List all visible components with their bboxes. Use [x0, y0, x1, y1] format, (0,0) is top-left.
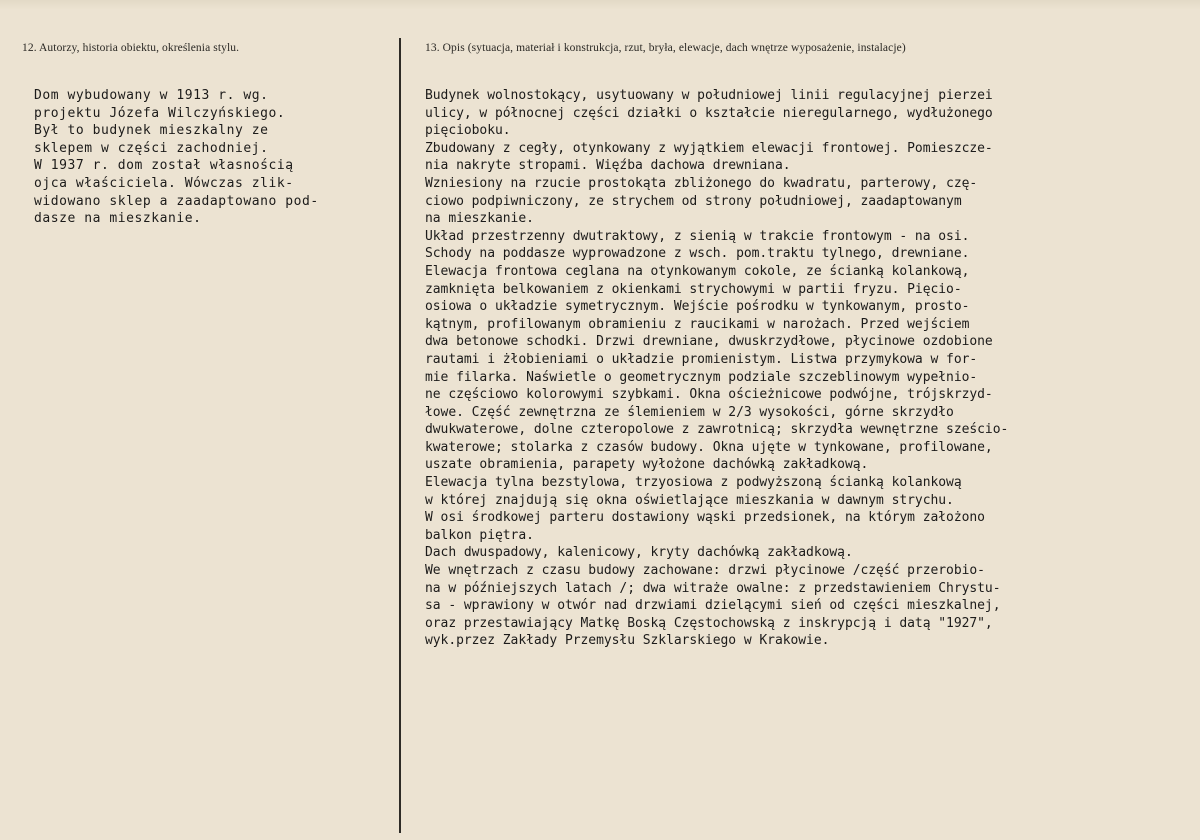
typed-line: Elewacja frontowa ceglana na otynkowanym cokole, ze ścianką kolankową, [425, 263, 970, 279]
typed-line: Budynek wolnostokący, usytuowany w południowej linii regulacyjnej pierzei [425, 88, 993, 103]
typed-line: dwukwaterowe, dolne czteropolowe z zawrotnicą; skrzydła wewnętrzne sześcio- [425, 422, 1009, 438]
typed-line: W osi środkowej parteru dostawiony wąski przedsionek, na którym założono [425, 510, 985, 526]
typed-line: uszate obramienia, parapety wyłożone dachówką zakładkową. [425, 457, 869, 473]
typed-line: nia nakryte stropami. Więźba dachowa drewniana. [425, 158, 791, 174]
typed-line: Elewacja tylna bezstylowa, trzyosiowa z podwyższoną ścianką kolankową [425, 475, 962, 491]
typed-line: pięcioboku. [425, 123, 511, 139]
typed-line: ciowo podpiwniczony, ze strychem od strony południowej, zaadaptowanym [425, 193, 962, 209]
authors-history-text [34, 87, 319, 228]
typed-line: wyk.przez Zakłady Przemysłu Szklarskiego w Krakowie. [425, 633, 830, 649]
typed-line: zamknięta belkowaniem z okienkami strychowymi w partii fryzu. Pięcio- [425, 281, 962, 297]
section-13-header: 13. Opis (sytuacja, materiał i konstrukcja, rzut, bryła, elewacje, dach wnętrze wyposażenie, instalacje) [425, 42, 906, 54]
typed-line: Układ przestrzenny dwutraktowy, z sienią w trakcie frontowym - na osi. [425, 228, 970, 244]
typed-line: balkon piętra. [425, 527, 534, 543]
typed-line: sklepem w części zachodniej. [34, 140, 269, 156]
typed-line: ojca właściciela. Wówczas zlik- [34, 175, 294, 191]
typed-line: dasze na mieszkanie. [34, 211, 202, 227]
typed-line: na mieszkanie. [425, 211, 534, 227]
typed-line: Był to budynek mieszkalny ze [34, 123, 269, 139]
typed-line: mie filarka. Naświetle o geometrycznym podziale szczeblinowym wypełnio- [425, 369, 978, 385]
typed-line: W 1937 r. dom został własnością [34, 158, 294, 174]
description-text [425, 87, 1008, 650]
typed-line: projektu Józefa Wilczyńskiego. [34, 105, 286, 121]
typed-line: Dom wybudowany w 1913 r. wg. [34, 88, 269, 103]
typed-line: rautami i żłobieniami o układzie promienistym. Listwa przymykowa w for- [425, 351, 978, 367]
typed-line: widowano sklep a zaadaptowano pod- [34, 193, 319, 209]
typed-line: Zbudowany z cegły, otynkowany z wyjątkiem elewacji frontowej. Pomieszcze- [425, 140, 993, 156]
typed-line: ne częściowo kolorowymi szybkami. Okna ościeżnicowe podwójne, trójskrzyd- [425, 387, 993, 403]
typed-line: kątnym, profilowanym obramieniu z raucikami w narożach. Przed wejściem [425, 316, 970, 332]
typed-line: We wnętrzach z czasu budowy zachowane: drzwi płycinowe /część przerobio- [425, 563, 985, 579]
typed-line: Dach dwuspadowy, kalenicowy, kryty dachówką zakładkową. [425, 545, 853, 561]
typed-line: na w późniejszych latach /; dwa witraże owalne: z przedstawieniem Chrystu- [425, 580, 1001, 596]
typed-line: w której znajdują się okna oświetlające mieszkania w dawnym strychu. [425, 492, 954, 508]
typed-line: Schody na poddasze wyprowadzone z wsch. pom.traktu tylnego, drewniane. [425, 246, 970, 262]
paper-top-edge [0, 0, 1200, 10]
section-12-header: 12. Autorzy, historia obiektu, określenia stylu. [22, 42, 240, 54]
typed-line: kwaterowe; stolarka z czasów budowy. Okna ujęte w tynkowane, profilowane, [425, 439, 993, 455]
typed-line: dwa betonowe schodki. Drzwi drewniane, dwuskrzydłowe, płycinowe ozdobione [425, 334, 993, 350]
typed-line: osiowa o układzie symetrycznym. Wejście pośrodku w tynkowanym, prosto- [425, 299, 970, 315]
typed-line: łowe. Część zewnętrzna ze ślemieniem w 2/3 wysokości, górne skrzydło [425, 404, 954, 420]
column-divider [399, 38, 401, 833]
typed-line: ulicy, w północnej części działki o kształcie nieregularnego, wydłużonego [425, 105, 993, 121]
typed-line: oraz przestawiający Matkę Boską Częstochowską z inskrypcją i datą "1927", [425, 615, 993, 631]
typed-line: sa - wprawiony w otwór nad drzwiami dzielącymi sień od części mieszkalnej, [425, 598, 1001, 614]
typed-line: Wzniesiony na rzucie prostokąta zbliżonego do kwadratu, parterowy, czę- [425, 175, 978, 191]
